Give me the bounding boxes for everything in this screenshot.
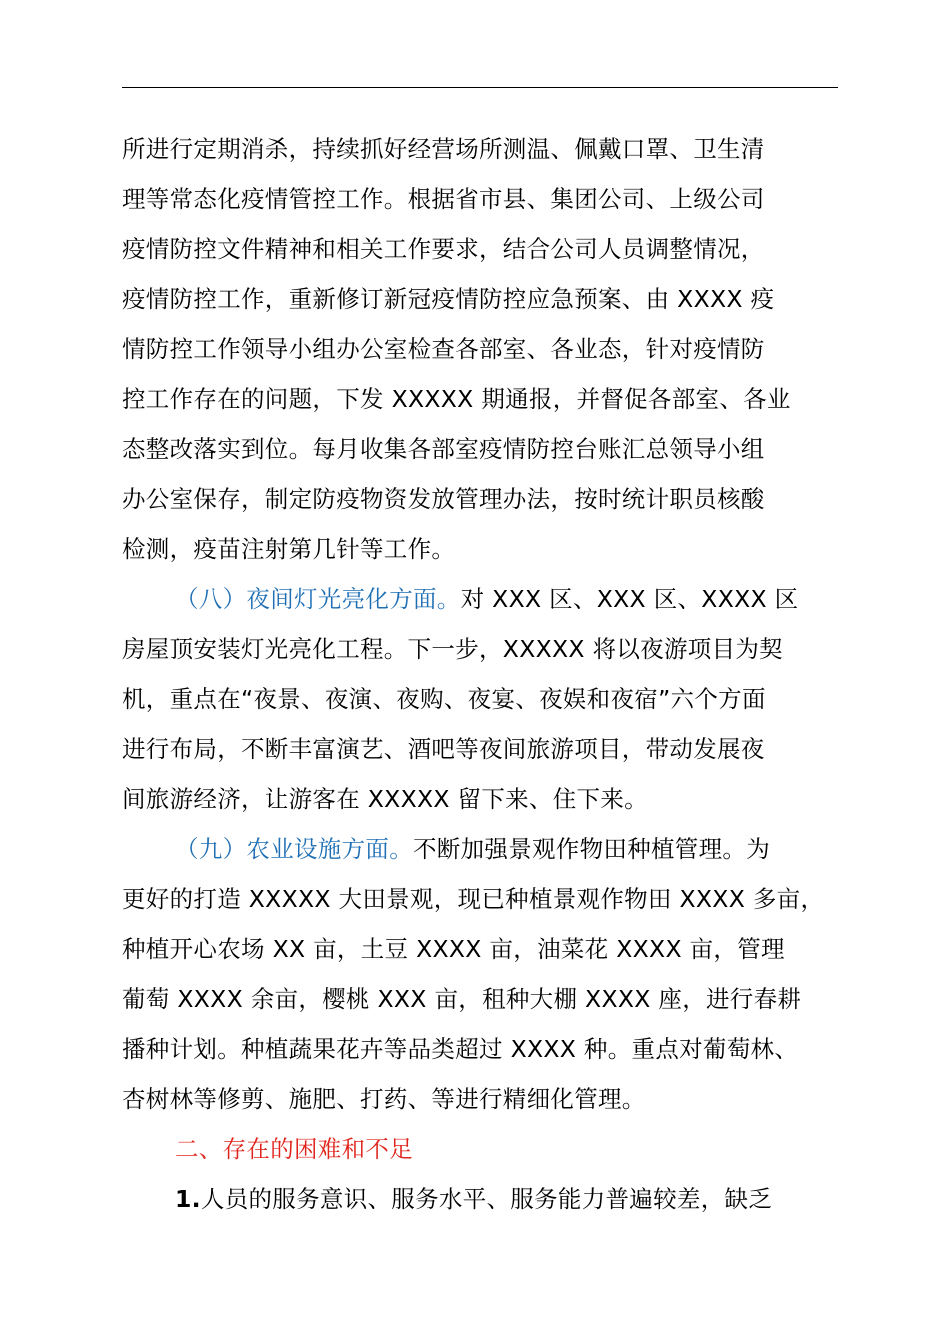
body-line: 理等常态化疫情管控工作。根据省市县、集团公司、上级公司 xyxy=(122,185,765,213)
section-8-line: （八）夜间灯光亮化方面。对 XXX 区、XXX 区、XXXX 区 xyxy=(175,585,799,613)
body-line: 葡萄 XXXX 余亩，樱桃 XXX 亩，租种大棚 XXXX 座，进行春耕 xyxy=(122,985,802,1013)
body-line: 情防控工作领导小组办公室检查各部室、各业态，针对疫情防 xyxy=(122,335,765,363)
body-line: 机，重点在“夜景、夜演、夜购、夜宴、夜娱和夜宿”六个方面 xyxy=(122,685,766,713)
body-line: 检测，疫苗注射第几针等工作。 xyxy=(122,535,456,563)
body-line: 杏树林等修剪、施肥、打药、等进行精细化管理。 xyxy=(122,1085,646,1113)
body-line: 播种计划。种植蔬果花卉等品类超过 XXXX 种。重点对葡萄林、 xyxy=(122,1035,799,1063)
item-number: 1. xyxy=(175,1185,201,1213)
body-line: 态整改落实到位。每月收集各部室疫情防控台账汇总领导小组 xyxy=(122,435,765,463)
body-line: 疫情防控工作，重新修订新冠疫情防控应急预案、由 XXXX 疫 xyxy=(122,285,775,313)
body-line: 办公室保存，制定防疫物资发放管理办法，按时统计职员核酸 xyxy=(122,485,765,513)
body-line: 间旅游经济，让游客在 XXXXX 留下来、住下来。 xyxy=(122,785,648,813)
body-line: 种植开心农场 XX 亩，土豆 XXXX 亩，油菜花 XXXX 亩，管理 xyxy=(122,935,785,963)
numbered-item-1: 1.人员的服务意识、服务水平、服务能力普遍较差，缺乏 xyxy=(175,1185,773,1213)
body-line: 所进行定期消杀，持续抓好经营场所测温、佩戴口罩、卫生清 xyxy=(122,135,765,163)
body-line: 控工作存在的问题，下发 XXXXX 期通报，并督促各部室、各业 xyxy=(122,385,791,413)
section-9-heading: （九）农业设施方面。 xyxy=(175,835,413,863)
body-line: 更好的打造 XXXXX 大田景观，现已种植景观作物田 XXXX 多亩， xyxy=(122,885,825,913)
section-heading-difficulties: 二、存在的困难和不足 xyxy=(175,1135,413,1163)
body-line: 房屋顶安装灯光亮化工程。下一步，XXXXX 将以夜游项目为契 xyxy=(122,635,783,663)
section-9-line: （九）农业设施方面。不断加强景观作物田种植管理。为 xyxy=(175,835,770,863)
body-line: 进行布局，不断丰富演艺、酒吧等夜间旅游项目，带动发展夜 xyxy=(122,735,765,763)
header-rule xyxy=(122,87,838,88)
section-8-heading: （八）夜间灯光亮化方面。 xyxy=(175,585,461,613)
body-line: 疫情防控文件精神和相关工作要求，结合公司人员调整情况， xyxy=(122,235,765,263)
